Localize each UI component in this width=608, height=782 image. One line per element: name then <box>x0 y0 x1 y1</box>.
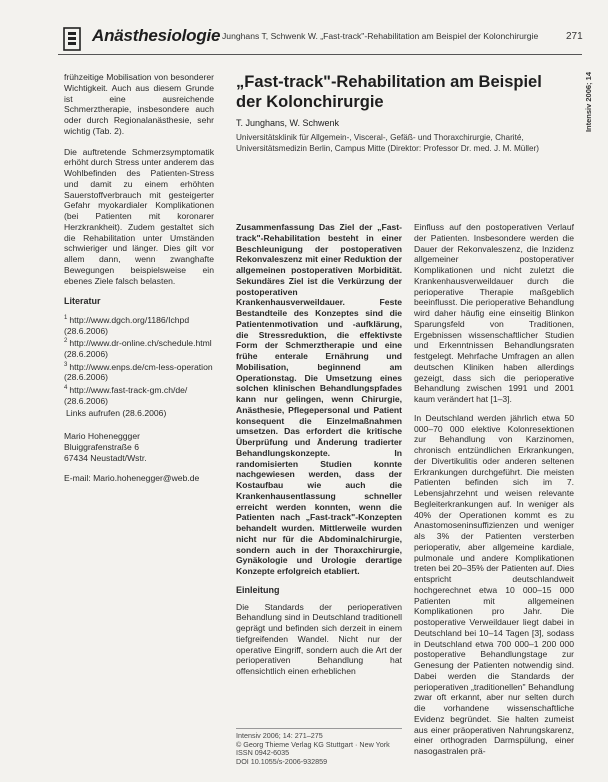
right-paragraph-2: In Deutschland werden jährlich etwa 50 000–70 000 elektive Kolonresektionen zur Behandlung von Karzinomen, chronisch entzündlichen Erkrankungen, der Divertikulitis oder anderen seltenen Erkrankungen durchgeführt. Die meisten Patienten befinden sich im 7. Lebensjahrzehnt und weisen relevante Begleiterkrankungen auf. In weniger als 40% der Operationen kommt es zu Anastomoseninsuffizienzen und weniger als 3% der Patienten versterben perioperativ, aber allgemeine kardiale, pulmonale und andere Komplikationen treten bei 20–35% der Patienten auf. Dies entspricht deutschlandweit hochgerechnet etwa 10 000–15 000 Patienten mit allgemeinen Komplikationen pro Jahr. Die postoperative Verweildauer liegt dabei in Deutschland bei 10–14 Tagen [3], sodass in Deutschland etwa 700 000–1 200 000 postoperative Behandlungstage zur Genesung der Patienten notwendig sind. Dabei werden die Standards der perioperativen „traditionellen" Behandlung zwar oft erkannt, aber nur selten durch die vorhandene wissenschaftliche Evidenz begründet. Sie halten zumeist aus einer präoperativen Nahrungskarenz, einer orthograden Darmspülung, einer nasogastralen prä- <box>414 412 574 756</box>
journal-logo-icon <box>62 26 82 52</box>
literature-link[interactable]: http://www.fast-track-gm.ch/de/ (28.6.2006) <box>64 384 188 406</box>
einleitung-paragraph: Die Standards der perioperativen Behandlung sind in Deutschland traditionell geprägt und befinden sich derzeit in einem tiefgreifenden Wandel. Nicht nur der operative Eingriff, sondern auch die Art der perioperativen Behandlung hat offensichtlich einen erheblichen <box>236 601 402 676</box>
literature-heading: Literatur <box>64 296 101 307</box>
page-header <box>0 0 608 60</box>
address-street: Bluiggrafenstraße 6 <box>64 441 139 452</box>
right-column <box>414 222 574 765</box>
address-spacer <box>64 463 214 473</box>
abstract: Zusammenfassung Das Ziel der „Fast-track"-Rehabilitation besteht in einer Beschleunigung der postoperativen Rekonvaleszenz mit einer Reduktion der allgemeinen postoperativen Morbidität. Sekundäres Ziel ist die Verkürzung der postoperativen Krankenhausverweildauer. Feste Bestandteile des Konzeptes sind die Patientenmotivation und -aufklärung, die Stressreduktion, die effektivste Form der Schmerztherapie und eine frühe enterale Ernährung und Mobilisation, beginnend am Operationstag. Die Umsetzung eines solchen klinischen Behandlungspfades kann nur gelingen, wenn Chirurgie, Anästhesie, Pflegepersonal und Patient konsequent die Einzelmaßnahmen umsetzen. Das erfordert die kritische Überprüfung und Änderung tradierter Behandlungskonzepte. In randomisierten Studien konnte nachgewiesen werden, dass der Kostaufbau wie auch die Krankenhausentlassung schneller erreicht werden konnten, wenn die Patienten nach „Fast-track"-Konzepten behandelt wurden. Mittlerweile wurden nicht nur für die Abdominalchirurgie, sondern auch in der Thoraxchirurgie, Gynäkologie und Urologie derartige Konzepte erfolgreich etabliert. <box>236 222 402 576</box>
literature-link[interactable]: http://www.dr-online.ch/schedule.html (28.6.2006) <box>64 338 212 359</box>
left-column <box>64 72 214 484</box>
author-name: Mario Hoheneggger <box>64 431 140 442</box>
article-affiliation: Universitätsklinik für Allgemein-, Visceral-, Gefäß- und Thoraxchirurgie, Charité, Universitätsmedizin Berlin, Campus Mitte (Direktor: Professor Dr. med. J. M. Müller) <box>236 133 540 153</box>
literature-link[interactable]: http://www.enps.de/cm-less-operation (28.6.2006) <box>64 361 213 383</box>
literature-note: Links aufrufen (28.6.2006) <box>66 408 167 419</box>
citation-block <box>236 732 406 766</box>
running-head: Junghans T, Schwenk W. „Fast-track"-Rehabilitation am Beispiel der Kolonchirurgie <box>222 31 539 41</box>
right-paragraph-1: Einfluss auf den postoperativen Verlauf der Patienten. Insbesondere werden die Dauer der Rekonvaleszenz, die Inzidenz allgemeiner postoperativer Komplikationen und nicht zuletzt die Krankenhausverweildauer durch die perioperative Therapie maßgeblich beeinflusst. Die perioperative Behandlung wird daher häufig eine einseitig Blinkon Sparungsfeld von Traditionen, Ergebnissen wissenschaftlicher Studien und Erkenntnissen Behandlungsraten festgelegt. Mehrfache Umfragen an allen deutschen Kliniken haben allerdings gezeigt, dass sich die perioperative Behandlung zwischen 1991 und 2001 kaum verändert hat [1–3]. <box>414 222 574 404</box>
literature-item: $^1$ http://www.dgch.org/1186/Ichpd (28.6.2006) <box>64 314 190 336</box>
address-city: 67434 Neustadt/Wstr. <box>64 452 147 463</box>
article-title: „Fast-track"-Rehabilitation am Beispiel der Kolonchirurgie <box>236 73 542 111</box>
literature-item: $^4$ http://www.fast-track-gm.ch/de/ (28.6.2006) <box>64 384 188 406</box>
journal-title: Anästhesiologie <box>92 26 221 45</box>
literature-link[interactable]: http://www.dgch.org/1186/Ichpd (28.6.2006) <box>64 314 190 336</box>
citation-doi[interactable]: DOI 10.1055/s-2006-932859 <box>236 756 328 766</box>
middle-column <box>236 222 402 677</box>
header-rule <box>58 54 582 55</box>
citation-line: ISSN 0942-6035 <box>236 748 290 757</box>
author-address <box>64 431 214 484</box>
vertical-journal-label: Intensiv 2006; 14 <box>584 72 593 133</box>
einleitung-heading: Einleitung <box>236 584 280 595</box>
article-authors: T. Junghans, W. Schwenk <box>236 118 340 128</box>
citation-line: Intensiv 2006; 14: 271–275 <box>236 731 323 740</box>
citation-line: © Georg Thieme Verlag KG Stuttgart · New York <box>236 739 390 749</box>
citation-rule <box>236 728 402 729</box>
author-email[interactable]: E-mail: Mario.hohenegger@web.de <box>64 473 200 484</box>
literature-item: $^2$ http://www.dr-online.ch/schedule.html (28.6.2006) <box>64 338 212 359</box>
page-number: 271 <box>566 31 583 42</box>
literature-list <box>64 313 214 419</box>
left-paragraph-1: frühzeitige Mobilisation von besonderer Wichtigkeit. Auch aus diesem Grunde ist eine ausreichende Schmerztherapie, insbesondere auch oder durch Regionalanästhesie, sehr wichtig (Tab. 2). <box>64 72 214 136</box>
literature-item: $^3$ http://www.enps.de/cm-less-operation (28.6.2006) <box>64 361 213 383</box>
left-paragraph-2: Die auftretende Schmerzsymptomatik erhöht durch Stress unter anderem das Wohlbefinden des Patienten-Stress und damit zu einem erhöhten Sauerstoffverbrauch mit gesteigerter Gefahr myokardialer Komplikationen (bei Patienten mit koronarer Herzkrankheit). Zudem gestaltet sich die Rehabilitation unter Umständen schwieriger und länger. Dies gilt vor allem dann, wenn zwanghafte Bewegungen beispielsweise ein ebenes Ziele falsch belasten. <box>64 146 214 286</box>
literature-item <box>64 406 214 419</box>
